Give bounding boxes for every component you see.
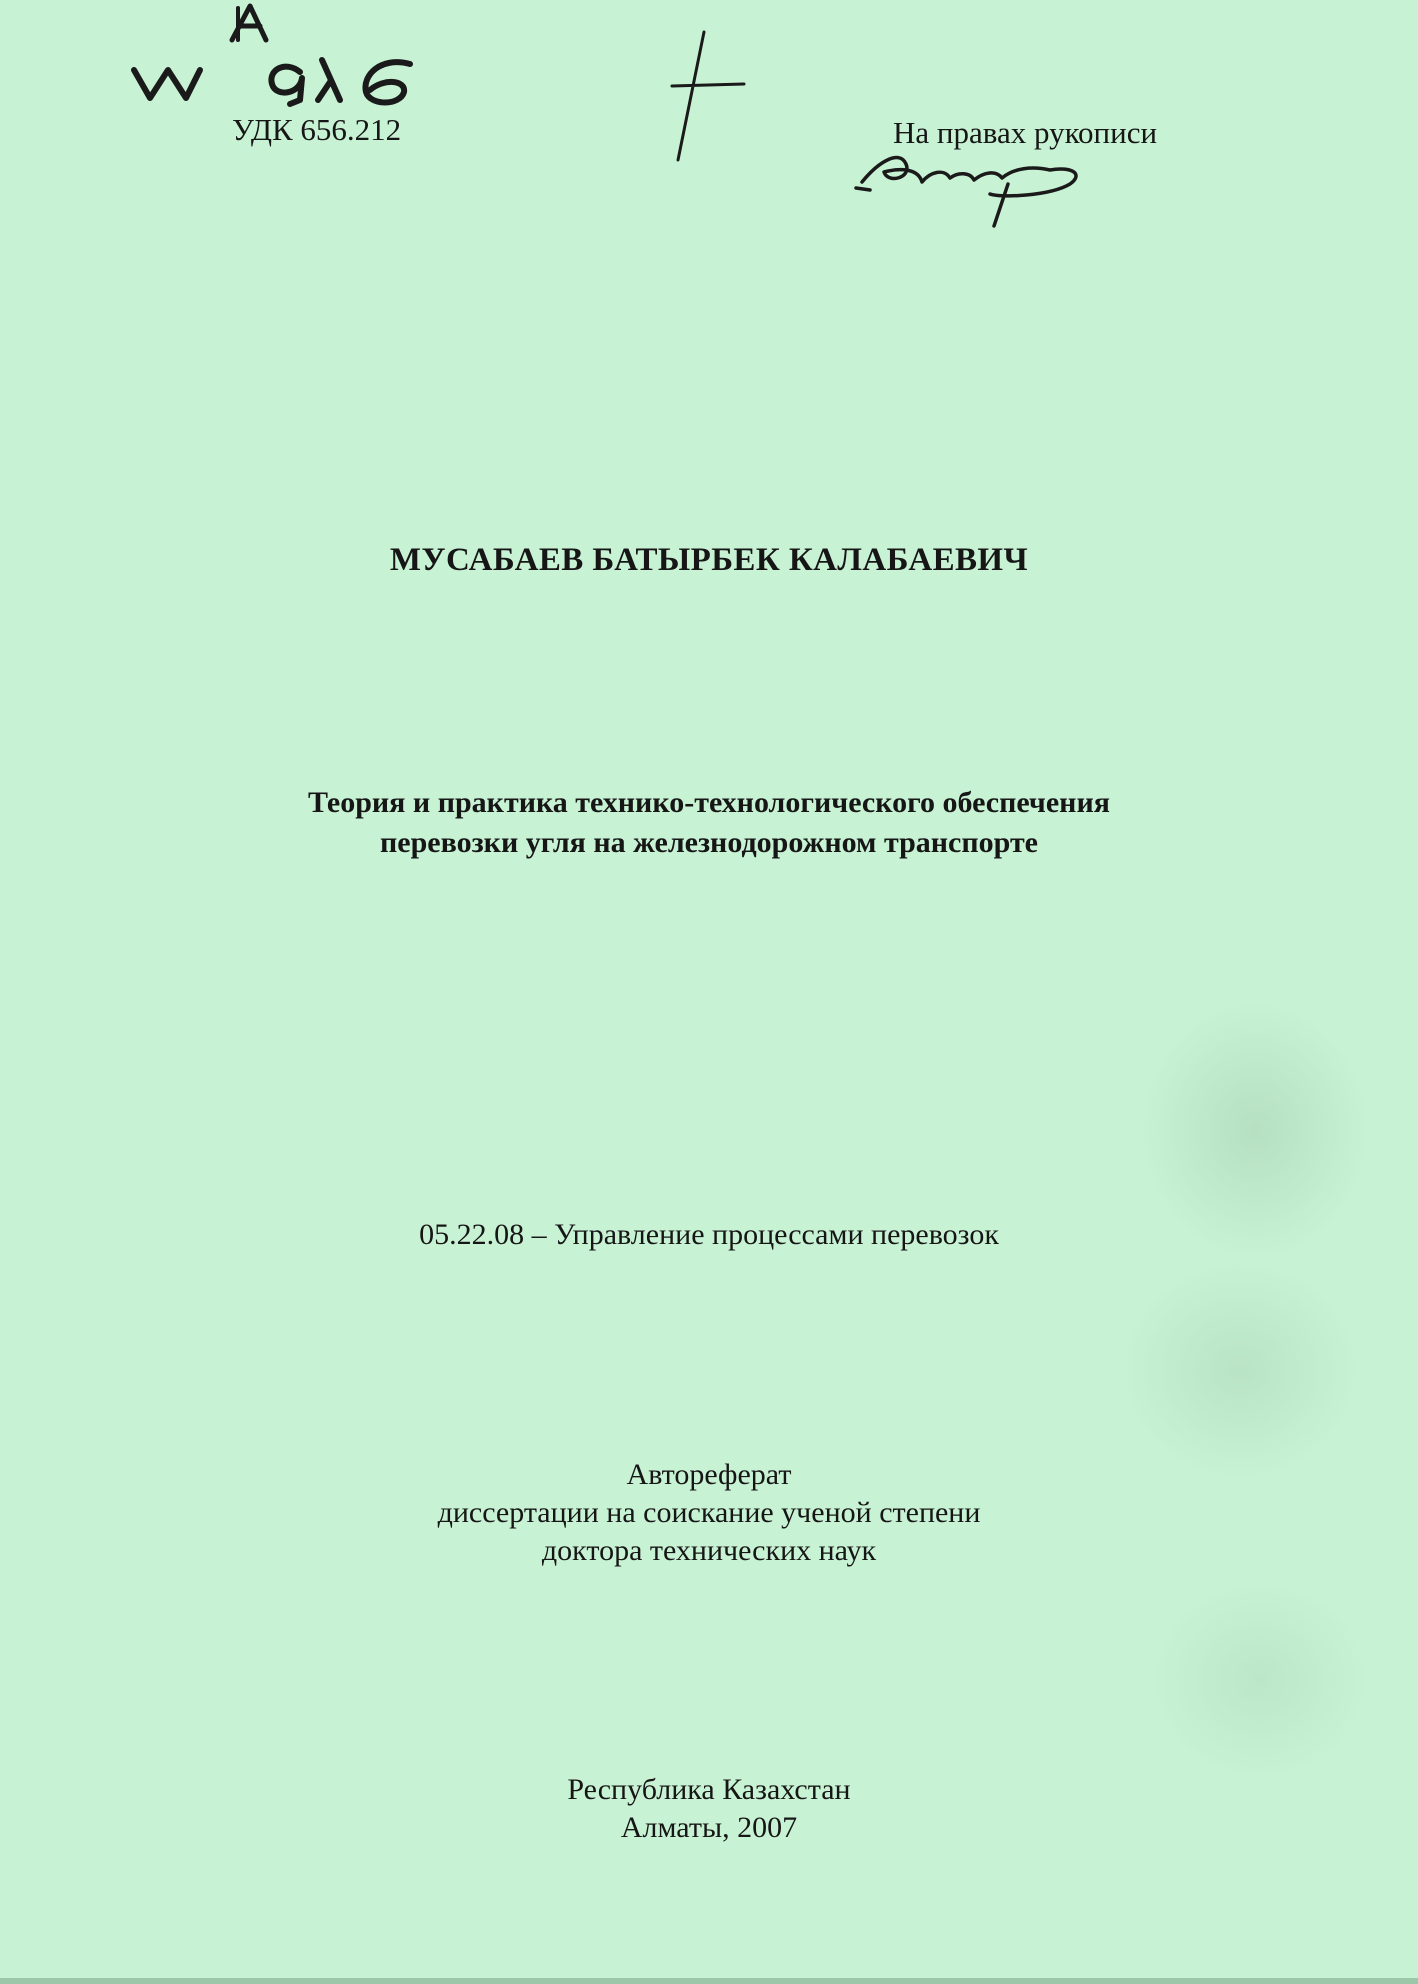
manuscript-rights-note: На правах рукописи	[893, 115, 1158, 150]
call-number-digit-1	[318, 60, 340, 100]
title-line-2: перевозки угля на железнодорожном транспорте	[380, 826, 1038, 859]
call-number-letter-m	[134, 70, 200, 98]
publication-place	[0, 1771, 1418, 1847]
paper-stain	[1120, 1260, 1360, 1480]
abstract-line-1: Автореферат	[626, 1458, 792, 1491]
handwritten-marks	[0, 0, 1418, 340]
paper-stain	[1150, 1580, 1370, 1780]
abstract-line-2: диссертации на соискание ученой степени	[437, 1496, 981, 1529]
abstract-line-3: доктора технических наук	[541, 1534, 877, 1567]
specialty-code: 05.22.08 – Управление процессами перевозок	[419, 1218, 999, 1251]
page-bottom-edge	[0, 1978, 1418, 1984]
cross-mark	[672, 32, 744, 160]
udk-code: УДК 656.212	[232, 112, 402, 147]
abstract-description	[0, 1456, 1418, 1570]
title-line-1: Теория и практика технико-технологического обеспечения	[308, 786, 1110, 819]
signature	[856, 158, 1076, 226]
city-year: Алматы, 2007	[620, 1811, 798, 1844]
dissertation-title	[0, 783, 1418, 863]
call-number-digit-6	[365, 62, 410, 102]
author-name: МУСАБАЕВ БАТЫРБЕК КАЛАБАЕВИЧ	[389, 542, 1029, 578]
country: Республика Казахстан	[567, 1773, 851, 1806]
call-number-digit-9	[271, 67, 302, 104]
